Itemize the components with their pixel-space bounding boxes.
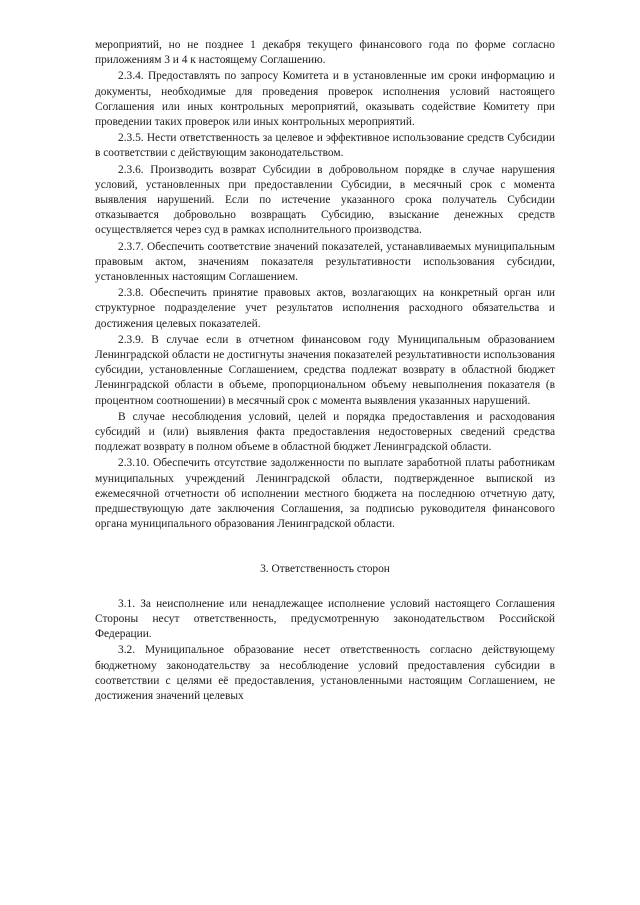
- paragraph-2-3-9-addendum: В случае несоблюдения условий, целей и порядка предоставления и расходования субсидий и (или) выявления факта предоставления недостоверных сведений средства подлежат возврату в полном объеме в областной бюджет Ленинградской области.: [95, 410, 555, 454]
- paragraph-2-3-10: 2.3.10. Обеспечить отсутствие задолженности по выплате заработной платы работникам муниципальных учреждений Ленинградской области, подтвержденное выпиской из ежемесячной отчетности об исполнении местного бюджета на последнюю отчетную дату, предшествующую дате заключения Соглашения, за подписью руководителя финансового органа муниципального образования Ленинградской области.: [95, 457, 555, 531]
- paragraph-2-3-4: 2.3.4. Предоставлять по запросу Комитета и в установленные им сроки информацию и документы, необходимые для проведения проверок исполнения условий настоящего Соглашения или иных контрольных мероприятий, оказывать содействие Комитету при проведении таких проверок или иных контрольных мероприятий.: [95, 70, 555, 129]
- paragraph-2-3-6: 2.3.6. Производить возврат Субсидии в добровольном порядке в случае нарушения условий, установленных при предоставлении Субсидии, в месячный срок с момента выявления нарушений. Если по истечение указанного срока получатель Субсидии отказывается добровольно возвращать Субсидию, взыскание денежных средств осуществляется через суд в рамках исполнительного производства.: [95, 163, 555, 237]
- paragraph-3-2: 3.2. Муниципальное образование несет ответственность согласно действующему бюджетному законодательству за несоблюдение условий предоставления субсидии в соответствии с целями её предоставления, установленными настоящим Соглашением, не достижения значений целевых: [95, 644, 555, 702]
- paragraph-2-3-3-continued: мероприятий, но не позднее 1 декабря текущего финансового года по форме согласно приложениям 3 и 4 к настоящему Соглашению.: [95, 39, 555, 67]
- paragraph-2-3-5: 2.3.5. Нести ответственность за целевое и эффективное использование средств Субсидии в соответствии с действующим законодательством.: [95, 132, 555, 160]
- section-title: 3. Ответственность сторон: [260, 562, 390, 575]
- paragraph-3-1: 3.1. За неисполнение или ненадлежащее исполнение условий настоящего Соглашения Стороны несут ответственность, предусмотренную законодательством Российской Федерации.: [95, 597, 555, 641]
- paragraph-2-3-8: 2.3.8. Обеспечить принятие правовых актов, возлагающих на конкретный орган или структурное подразделение учет результатов исполнения расходного обязательства и достижения целевых показателей.: [95, 287, 555, 330]
- document-page: [95, 38, 555, 705]
- paragraphs-after: [95, 597, 555, 704]
- paragraphs-before: [95, 38, 555, 533]
- paragraph-2-3-9: 2.3.9. В случае если в отчетном финансовом году Муниципальным образованием Ленинградской области не достигнуты значения показателей результативности использования субсидии, установленные Соглашением, средства подлежат возврату в областной бюджет Ленинградской области в объеме, пропорциональном объему невыполнения показателя (в процентном соотношении) в месячный срок с момента выявления указанных нарушений.: [95, 333, 555, 407]
- paragraph-2-3-7: 2.3.7. Обеспечить соответствие значений показателей, устанавливаемых муниципальным правовым актом, значениям показателя результативности использования субсидии, установленных настоящим Соглашением.: [95, 240, 555, 284]
